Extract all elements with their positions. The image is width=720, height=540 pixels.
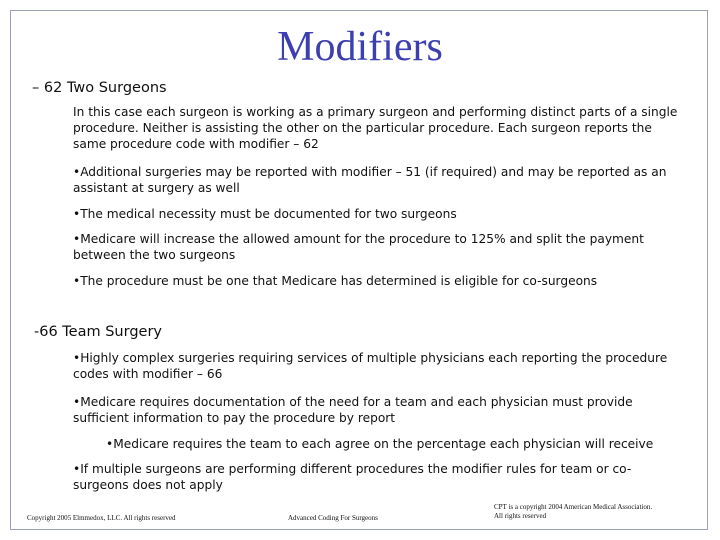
team-surgery-bullet-3: •If multiple surgeons are performing different procedures the modifier rules for team or co-surgeons does not apply — [73, 462, 632, 492]
section-heading-team-surgery: -66 Team Surgery — [34, 324, 162, 340]
footer-copyright: Copyright 2005 Elmmedox, LLC. All rights reserved — [27, 514, 176, 522]
slide-title: Modifiers — [277, 24, 443, 70]
section-heading-two-surgeons: – 62 Two Surgeons — [32, 80, 167, 96]
two-surgeons-bullet-3: •Medicare will increase the allowed amount for the procedure to 125% and split the payment between the two surgeons — [73, 232, 644, 262]
footer-cpt-rights: All rights reserved — [494, 512, 547, 520]
footer-cpt-notice: CPT is a copyright 2004 American Medical Association. — [494, 503, 653, 511]
two-surgeons-intro: In this case each surgeon is working as a primary surgeon and performing distinct parts of a single procedure. Neither is assisting the other on the particular procedure. Each surgeon reports the same procedure code with modifier – 62 — [73, 105, 678, 151]
two-surgeons-bullet-1: •Additional surgeries may be reported with modifier – 51 (if required) and may be reported as an assistant at surgery as well — [73, 165, 667, 195]
team-surgery-sub-bullet: •Medicare requires the team to each agree on the percentage each physician will receive — [106, 437, 654, 451]
team-surgery-bullet-1: •Highly complex surgeries requiring services of multiple physicians each reporting the procedure codes with modifier – 66 — [73, 351, 668, 381]
two-surgeons-bullet-4: •The procedure must be one that Medicare has determined is eligible for co-surgeons — [73, 274, 598, 288]
footer-course-title: Advanced Coding For Surgeons — [288, 514, 378, 522]
two-surgeons-bullet-2: •The medical necessity must be documented for two surgeons — [73, 207, 457, 221]
team-surgery-bullet-2: •Medicare requires documentation of the need for a team and each physician must provide sufficient information to pay the procedure by report — [73, 395, 633, 425]
